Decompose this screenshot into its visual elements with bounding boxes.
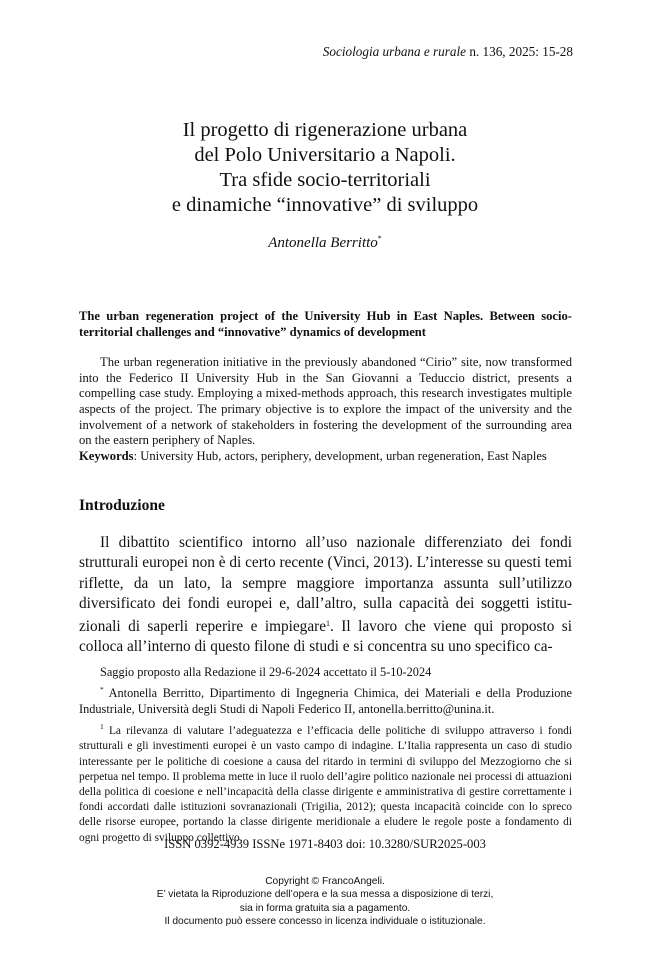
article-title (0, 118, 650, 218)
abstract-text: The urban regeneration initiative in the previously abandoned “Cirio” site, now transformed into the Federico II University Hub in the San Giovanni a Teduccio district, presents a compelling case study. Employing a mixed-methods approach, this research investigates multiple aspects of the project. The primary objective is to explore the impact of the university and the involvement of a network of stakeholders in fostering the development of the surrounding area on the eastern periphery of Naples. (79, 355, 572, 448)
keywords-list: : University Hub, actors, periphery, development, urban regeneration, East Naples (133, 448, 547, 463)
author-byline (0, 234, 650, 252)
intro-text-part: Il dibattito scientifico intorno all’uso nazionale differenziato dei fondi strutturali europei non è di certo recente (Vinci, 2013). L’interesse su questi temi riflette, da un lato, la sempre maggiore importanza assunta sull’utilizzo diversificato dei fondi europei e, dall’altro, sulla capacità dei soggetti istituzionali di saperli reperire e impiegare (79, 534, 572, 636)
author-note-text: Antonella Berritto, Dipartimento di Ingegneria Chimica, dei Materiali e della Produzione Industriale, Università degli Studi di Napoli Federico II, antonella.berritto@unina.it. (79, 686, 572, 716)
author-note-mark: * (100, 685, 104, 695)
english-title: The urban regeneration project of the University Hub in East Naples. Between socio-territorial challenges and “innovative” dynamics of development (79, 309, 572, 339)
issue-info: n. 136, 2025: 15-28 (469, 44, 573, 59)
copyright-line: Copyright © FrancoAngeli. (265, 876, 385, 887)
journal-name: Sociologia urbana e rurale (322, 44, 467, 59)
intro-paragraph (79, 533, 572, 658)
author-footnote-mark: * (377, 234, 382, 243)
footnote-ref: 1 (326, 619, 331, 629)
author-name: Antonella Berritto (268, 235, 378, 251)
copyright-line: sia in forma gratuita sia a pagamento. (239, 902, 411, 914)
copyright-notice (0, 875, 650, 928)
title-line: del Polo Universitario a Napoli. (194, 144, 456, 166)
copyright-line: E’ vietata la Riproduzione dell’opera e la sua messa a disposizione di terzi, (156, 889, 494, 901)
keywords-label: Keywords (79, 448, 134, 463)
title-line: Il progetto di rigenerazione urbana (182, 119, 468, 141)
copyright-line: Il documento può essere concesso in licenza individuale o istituzionale. (164, 915, 486, 927)
title-line: Tra sfide socio-territoriali (219, 169, 431, 191)
keywords (79, 449, 572, 465)
title-line: e dinamiche “innovative” di sviluppo (171, 194, 479, 216)
journal-header (323, 44, 573, 60)
footnote-1 (79, 719, 572, 846)
submission-note: Saggio proposto alla Redazione il 29-6-2024 accettato il 5-10-2024 (100, 665, 432, 679)
author-note (79, 682, 572, 717)
issn-doi-line: ISSN 0392-4939 ISSNe 1971-8403 doi: 10.3280/SUR2025-003 (164, 837, 486, 851)
section-heading: Introduzione (79, 497, 165, 514)
footnote-text: La rilevanza di valutare l’adeguatezza e l’efficacia delle politiche di sviluppo attraverso i fondi strutturali e gli investimenti europei è un vasto campo di indagine. L’Italia rappresenta un caso di studio interessante per le politiche di coesione a causa del ritardo in termini di sviluppo del Mezzogiorno che si perpetua nel tempo. Il problema mette in luce il ruolo dell’agire politico nazionale nei processi di attuazioni della politica di coesione e nell’incapacità della classe dirigente e amministrativa di gestire correttamente i fondi accordati dalle istituzioni sovranazionali (Trigilia, 2012); questa incapacità coincide con lo spreco delle risorse europee, portando la classe dirigente meridionale a eludere le regole poste a fondamento di ogni progetto di sviluppo collettivo. (79, 725, 572, 844)
abstract (79, 309, 572, 464)
footnote-mark: 1 (100, 722, 104, 732)
footnotes (79, 665, 572, 846)
intro-text-part: . Il lavoro che viene qui proposto si colloca all’interno di questo filone di studi e si concentra su uno specifico ca- (79, 618, 572, 656)
